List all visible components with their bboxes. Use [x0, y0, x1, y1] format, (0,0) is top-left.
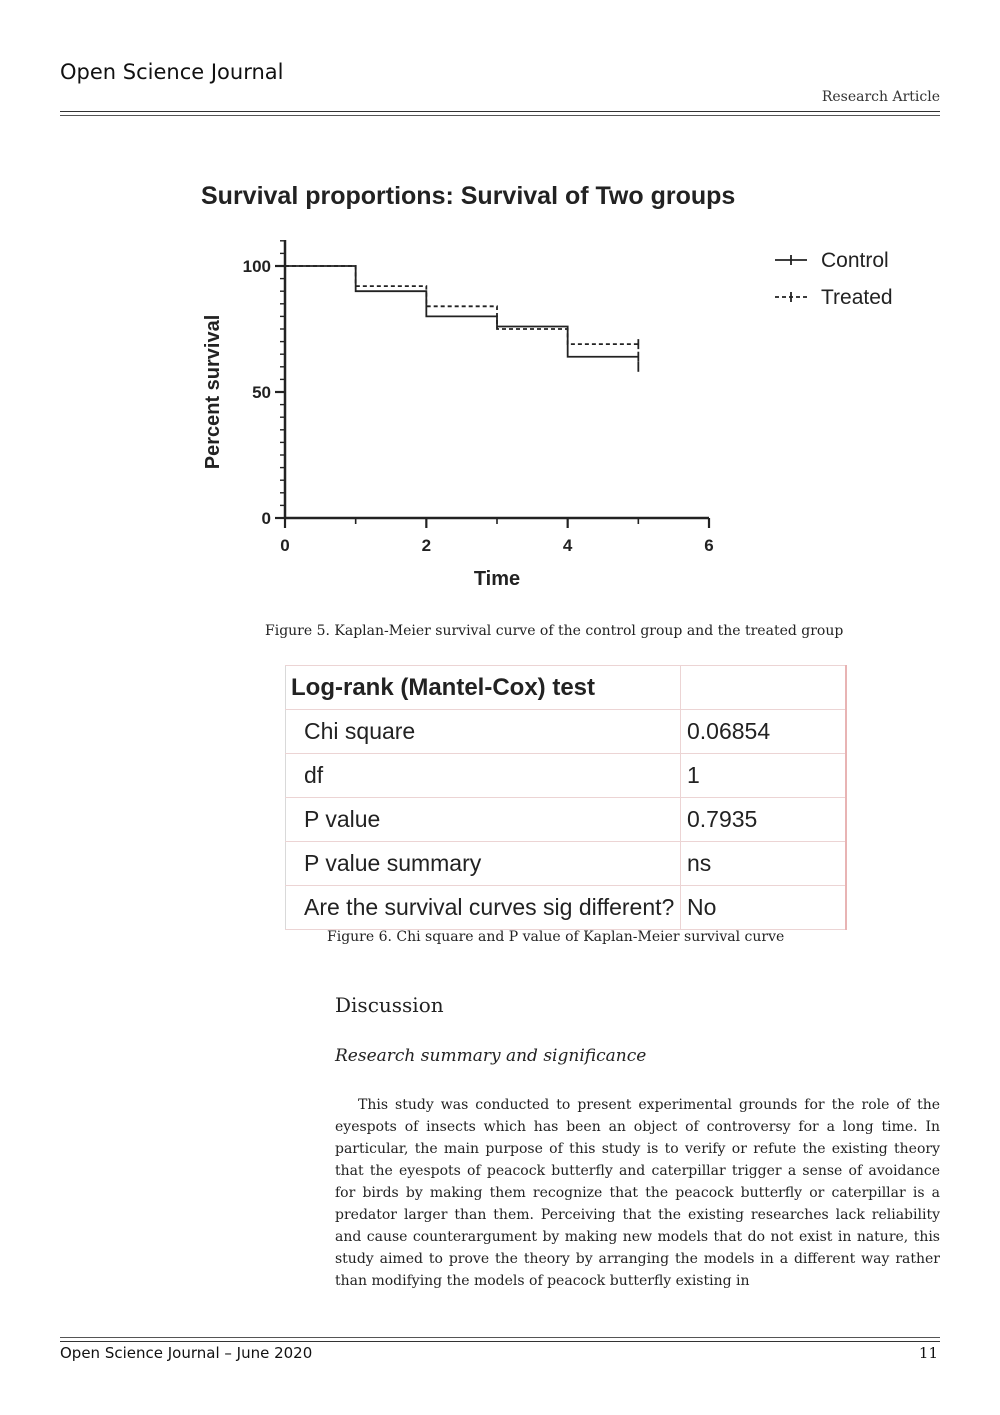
section-heading: Discussion	[335, 993, 444, 1017]
series-line-control	[285, 266, 638, 357]
row-value: 1	[681, 754, 847, 798]
table-row	[286, 754, 847, 798]
legend	[775, 249, 893, 309]
footer-journal: Open Science Journal – June 2020	[60, 1344, 313, 1362]
row-label: Chi square	[286, 710, 681, 754]
series-line-treated	[285, 266, 638, 344]
row-label: df	[286, 754, 681, 798]
header-rule	[60, 111, 940, 112]
chart-title: Survival proportions: Survival of Two groups	[201, 182, 736, 210]
table-header-row	[286, 666, 847, 710]
y-tick-label: 100	[242, 257, 271, 276]
log-rank-table	[285, 665, 847, 930]
row-label: P value	[286, 798, 681, 842]
table-header-empty-cell	[681, 666, 847, 710]
table-row	[286, 710, 847, 754]
table-row	[286, 798, 847, 842]
subsection-heading: Research summary and significance	[335, 1046, 647, 1066]
figure-6-caption: Figure 6. Chi square and P value of Kaplan-Meier survival curve	[327, 929, 785, 945]
footer-rule-thin	[60, 1337, 940, 1338]
footer-rule	[60, 1341, 940, 1342]
legend-label-control: Control	[821, 249, 889, 272]
axes	[243, 240, 714, 555]
x-tick-label: 2	[421, 536, 432, 555]
journal-title: Open Science Journal	[60, 60, 284, 84]
table-row	[286, 886, 847, 930]
table-row	[286, 842, 847, 886]
row-label: Are the survival curves sig different?	[286, 886, 681, 930]
header-rule-thin	[60, 115, 940, 116]
row-value: 0.06854	[681, 710, 847, 754]
row-value: 0.7935	[681, 798, 847, 842]
x-tick-label: 4	[562, 536, 573, 555]
table-title: Log-rank (Mantel-Cox) test	[286, 666, 681, 710]
plot-area	[285, 266, 638, 372]
body-paragraph: This study was conducted to present experimental grounds for the role of the eyespots of insects which has been an object of controversy for a long time. In particular, the main purpose of this study is to verify or refute the existing theory that the eyespots of peacock butterfly and caterpillar trigger a sense of avoidance for birds by making them recognize that the peacock butterfly or caterpillar is a predator larger than them. Perceiving that the existing researches lack reliability and cause counterargument by making new models that do not exist in nature, this study aimed to prove the theory by arranging the models in a different way rather than modifying the models of peacock butterfly existing in	[335, 1097, 940, 1289]
legend-label-treated: Treated	[821, 286, 893, 309]
row-value: No	[681, 886, 847, 930]
x-tick-label: 6	[704, 536, 714, 555]
x-axis-label: Time	[473, 568, 521, 590]
article-type: Research Article	[821, 89, 940, 105]
y-axis-label: Percent survival	[202, 314, 224, 470]
row-value: ns	[681, 842, 847, 886]
page-number: 11	[918, 1344, 938, 1362]
figure-5-caption: Figure 5. Kaplan-Meier survival curve of the control group and the treated group	[265, 623, 844, 639]
y-tick-label: 0	[261, 509, 271, 528]
row-label: P value summary	[286, 842, 681, 886]
survival-chart	[190, 170, 930, 600]
x-tick-label: 0	[280, 536, 290, 555]
y-tick-label: 50	[252, 383, 271, 402]
